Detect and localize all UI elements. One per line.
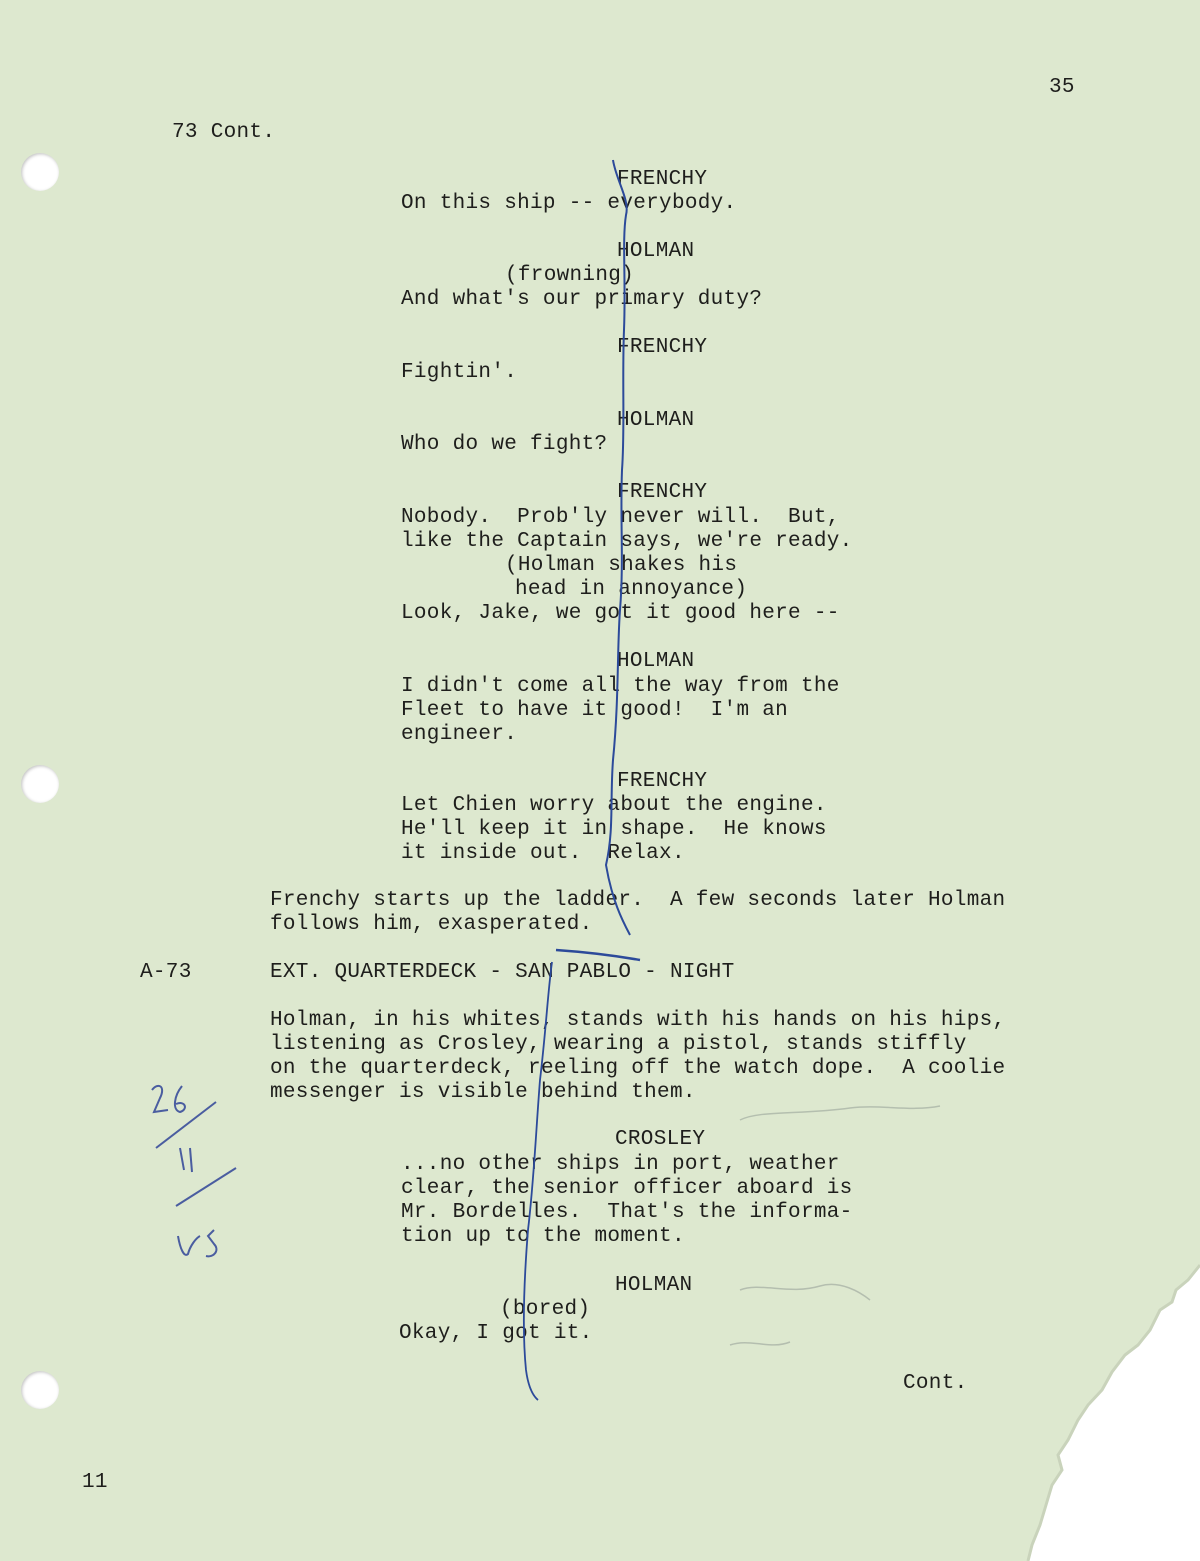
parenthetical: (Holman shakes his bbox=[505, 554, 738, 577]
dialogue-line: Fightin'. bbox=[401, 361, 518, 384]
parenthetical: (frowning) bbox=[505, 264, 635, 287]
binder-hole-middle bbox=[21, 765, 59, 803]
dialogue-line: I didn't come all the way from the bbox=[401, 675, 840, 698]
dialogue-line: On this ship -- everybody. bbox=[401, 192, 737, 215]
dialogue-line: clear, the senior officer aboard is bbox=[401, 1177, 853, 1200]
scene-number: A-73 bbox=[140, 961, 192, 984]
binder-hole-top bbox=[21, 153, 59, 191]
character-name: FRENCHY bbox=[617, 168, 708, 191]
character-name: HOLMAN bbox=[617, 650, 695, 673]
dialogue-line: tion up to the moment. bbox=[401, 1225, 685, 1248]
continuation-header: 73 Cont. bbox=[172, 121, 276, 144]
parenthetical: head in annoyance) bbox=[515, 578, 748, 601]
character-name: HOLMAN bbox=[617, 409, 695, 432]
character-name: CROSLEY bbox=[615, 1128, 706, 1151]
dialogue-line: Let Chien worry about the engine. bbox=[401, 794, 827, 817]
dialogue-line: Who do we fight? bbox=[401, 433, 608, 456]
action-line: on the quarterdeck, reeling off the watch dope. A coolie bbox=[270, 1057, 1006, 1080]
action-line: Frenchy starts up the ladder. A few seconds later Holman bbox=[270, 889, 1006, 912]
dialogue-line: Fleet to have it good! I'm an bbox=[401, 699, 789, 722]
dialogue-line: Nobody. Prob'ly never will. But, bbox=[401, 506, 840, 529]
action-line: messenger is visible behind them. bbox=[270, 1081, 696, 1104]
dialogue-line: ...no other ships in port, weather bbox=[401, 1153, 840, 1176]
action-line: listening as Crosley, wearing a pistol, stands stiffly bbox=[270, 1033, 967, 1056]
footer-number: 11 bbox=[82, 1471, 108, 1494]
character-name: HOLMAN bbox=[617, 240, 695, 263]
dialogue-line: Mr. Bordelles. That's the informa- bbox=[401, 1201, 853, 1224]
dialogue-line: like the Captain says, we're ready. bbox=[401, 530, 853, 553]
dialogue-line: And what's our primary duty? bbox=[401, 288, 763, 311]
scene-heading: EXT. QUARTERDECK - SAN PABLO - NIGHT bbox=[270, 961, 735, 984]
dialogue-line: it inside out. Relax. bbox=[401, 842, 685, 865]
character-name: FRENCHY bbox=[617, 770, 708, 793]
action-line: follows him, exasperated. bbox=[270, 913, 593, 936]
character-name: FRENCHY bbox=[617, 481, 708, 504]
page-number: 35 bbox=[1049, 76, 1075, 99]
dialogue-line: He'll keep it in shape. He knows bbox=[401, 818, 827, 841]
parenthetical: (bored) bbox=[500, 1298, 591, 1321]
dialogue-line: Look, Jake, we got it good here -- bbox=[401, 602, 840, 625]
continued-footer: Cont. bbox=[903, 1372, 968, 1395]
dialogue-line: Okay, I got it. bbox=[399, 1322, 593, 1345]
character-name: HOLMAN bbox=[615, 1274, 693, 1297]
binder-hole-bottom bbox=[21, 1371, 59, 1409]
action-line: Holman, in his whites, stands with his hands on his hips, bbox=[270, 1009, 1006, 1032]
dialogue-line: engineer. bbox=[401, 723, 518, 746]
character-name: FRENCHY bbox=[617, 336, 708, 359]
